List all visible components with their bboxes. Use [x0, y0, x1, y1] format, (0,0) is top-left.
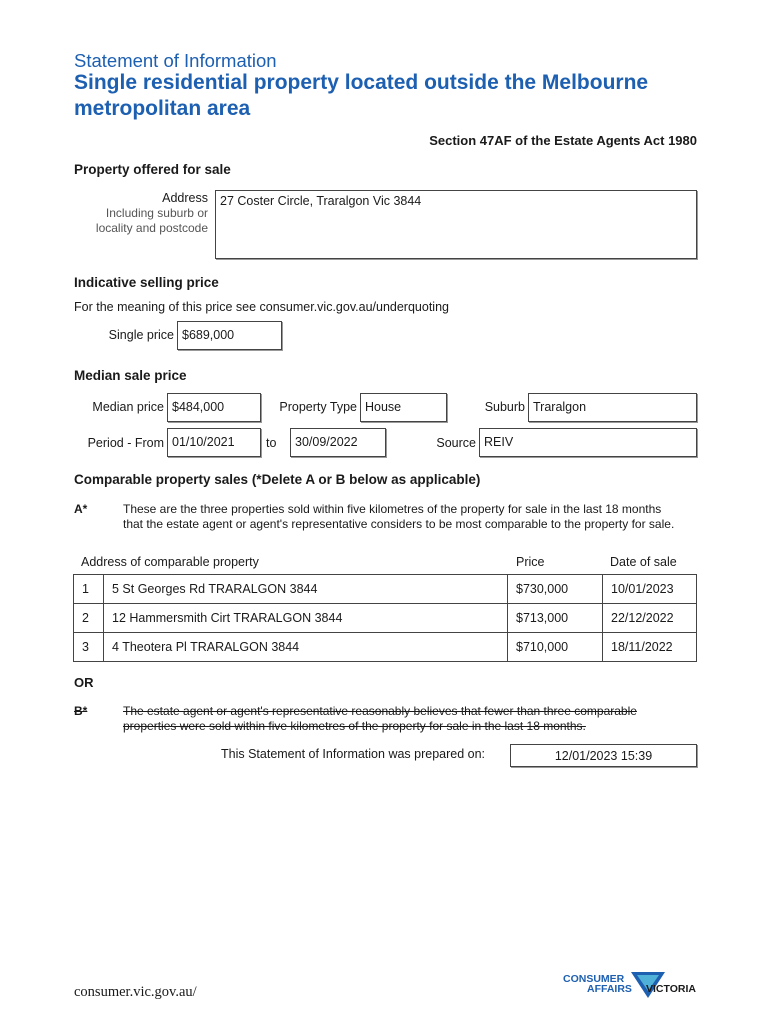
col-address-header: Address of comparable property [81, 555, 259, 569]
median-price-label: Median price [92, 400, 164, 414]
footer-url[interactable]: consumer.vic.gov.au/ [74, 984, 197, 1000]
document-title: Single residential property located outside the Melbourne metropolitan area [74, 71, 649, 120]
table-row [74, 633, 697, 662]
row-number: 1 [74, 575, 104, 604]
row-number: 3 [74, 633, 104, 662]
comparable-table [73, 574, 697, 662]
period-from-field[interactable]: 01/10/2021 [167, 428, 261, 457]
address-label: Address [162, 191, 208, 205]
source-field[interactable]: REIV [479, 428, 697, 457]
option-a-marker: A* [74, 502, 88, 516]
row-address[interactable]: 12 Hammersmith Cirt TRARALGON 3844 [104, 604, 508, 633]
indicative-heading: Indicative selling price [74, 275, 219, 290]
row-date[interactable]: 10/01/2023 [603, 575, 697, 604]
logo-line-consumer: CONSUMER [563, 973, 625, 985]
comparable-heading: Comparable property sales (*Delete A or B below as applicable) [74, 472, 481, 487]
single-price-label: Single price [108, 328, 174, 342]
property-type-label: Property Type [279, 400, 357, 414]
col-date-header: Date of sale [610, 555, 677, 569]
col-price-header: Price [516, 555, 545, 569]
act-reference: Section 47AF of the Estate Agents Act 1980 [429, 133, 697, 148]
median-heading: Median sale price [74, 368, 187, 383]
indicative-note: For the meaning of this price see consumer.vic.gov.au/underquoting [74, 300, 449, 314]
property-type-field[interactable]: House [360, 393, 447, 422]
document-subtitle: Statement of Information [74, 50, 277, 71]
option-a-text: These are the three properties sold within five kilometres of the property for sale in the last 18 months that the estate agent or agent's representative considers to be most comparable to the property for sale. [123, 502, 675, 531]
logo-line-affairs: AFFAIRS [587, 983, 632, 995]
table-row [74, 575, 697, 604]
row-date[interactable]: 18/11/2022 [603, 633, 697, 662]
median-price-field[interactable]: $484,000 [167, 393, 261, 422]
prepared-on-field[interactable]: 12/01/2023 15:39 [510, 744, 697, 767]
period-from-label: Period - From [87, 436, 164, 450]
period-to-field[interactable]: 30/09/2022 [290, 428, 386, 457]
table-row [74, 604, 697, 633]
row-price[interactable]: $713,000 [508, 604, 603, 633]
row-price[interactable]: $730,000 [508, 575, 603, 604]
row-date[interactable]: 22/12/2022 [603, 604, 697, 633]
property-heading: Property offered for sale [74, 162, 231, 177]
single-price-field[interactable]: $689,000 [177, 321, 282, 350]
or-label: OR [74, 675, 94, 690]
address-hint-2: locality and postcode [95, 221, 208, 235]
source-label: Source [436, 436, 476, 450]
row-address[interactable]: 5 St Georges Rd TRARALGON 3844 [104, 575, 508, 604]
row-number: 2 [74, 604, 104, 633]
suburb-field[interactable]: Traralgon [528, 393, 697, 422]
row-price[interactable]: $710,000 [508, 633, 603, 662]
option-b-marker: B* [74, 704, 88, 718]
period-to-label: to [266, 436, 277, 450]
prepared-on-label: This Statement of Information was prepared on: [221, 747, 486, 761]
logo-line-victoria: VICTORIA [646, 983, 696, 995]
consumer-affairs-victoria-logo [563, 972, 703, 1002]
suburb-label: Suburb [484, 400, 525, 414]
address-field[interactable]: 27 Coster Circle, Traralgon Vic 3844 [215, 190, 697, 259]
row-address[interactable]: 4 Theotera Pl TRARALGON 3844 [104, 633, 508, 662]
address-hint-1: Including suburb or [105, 206, 208, 220]
option-b-text: The estate agent or agent's representative reasonably believes that fewer than three comparable properties were sold within five kilometres of the property for sale in the last 18 months. [123, 704, 637, 733]
